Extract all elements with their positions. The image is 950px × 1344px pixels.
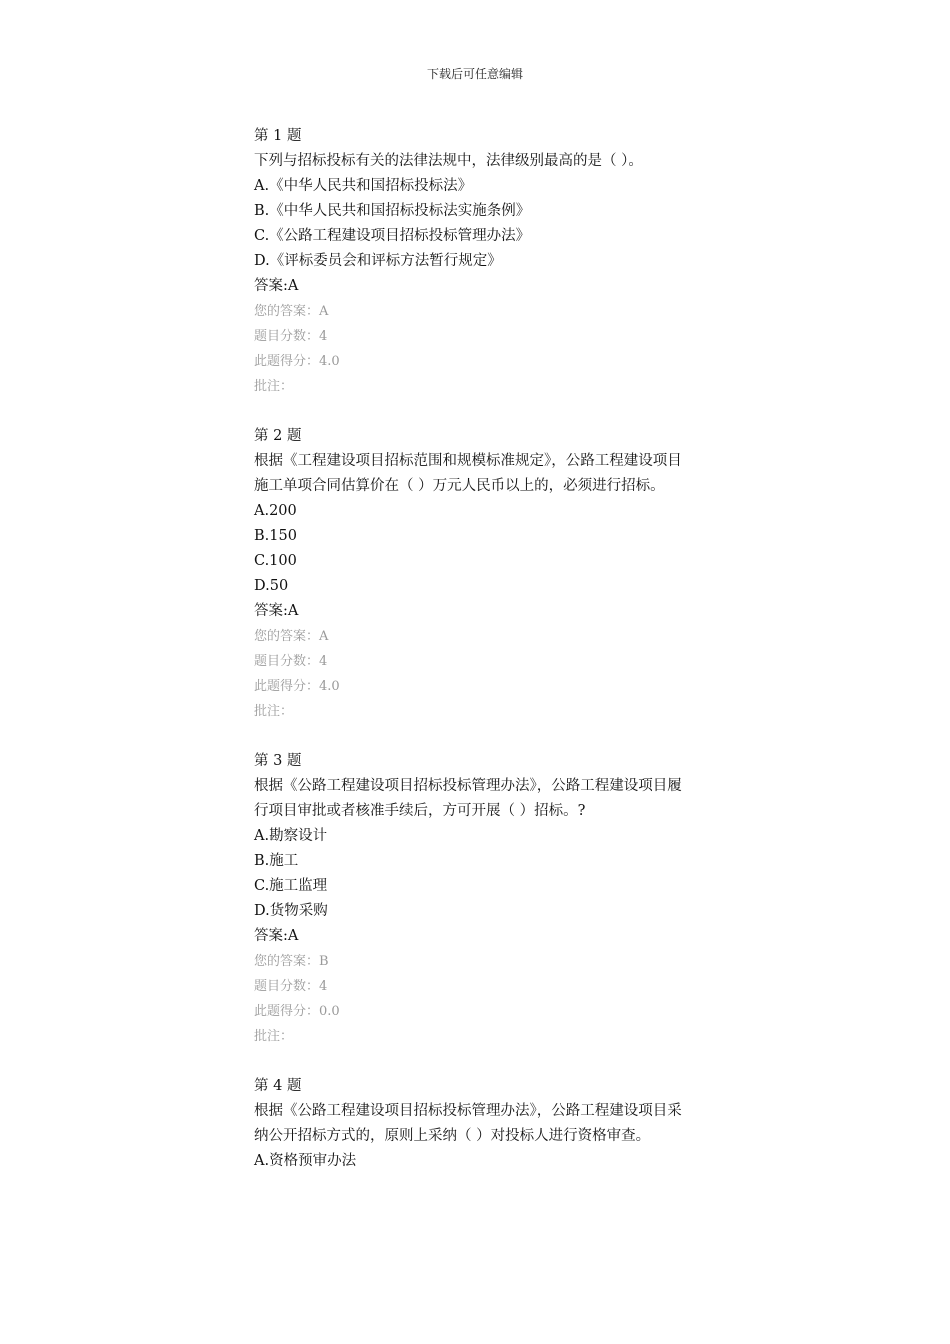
option-c: C.100	[254, 553, 297, 569]
your-answer: 您的答案：A	[254, 629, 329, 644]
option-c: C.施工监理	[254, 878, 328, 894]
question-2	[254, 424, 704, 724]
question-title: 第 3 题	[254, 753, 302, 769]
correct-answer: 答案:A	[254, 928, 299, 944]
question-points: 题目分数：4	[254, 654, 328, 669]
option-d: D.货物采购	[254, 903, 328, 919]
question-4	[254, 1074, 704, 1174]
question-3	[254, 749, 704, 1049]
your-answer: 您的答案：A	[254, 304, 329, 319]
question-comment: 批注：	[254, 1029, 294, 1044]
question-points: 题目分数：4	[254, 329, 328, 344]
option-d: D.《评标委员会和评标方法暂行规定》	[254, 253, 502, 269]
question-title: 第 2 题	[254, 428, 302, 444]
question-stem: 根据《公路工程建设项目招标投标管理办法》，公路工程建设项目履行项目审批或者核准手续后，方可开展（ ）招标。?	[254, 778, 682, 819]
question-stem: 下列与招标投标有关的法律法规中，法律级别最高的是（ ）。	[254, 153, 643, 169]
page-header: 下载后可任意编辑	[426, 67, 523, 81]
option-b: B.施工	[254, 853, 299, 869]
option-b: B.150	[254, 528, 297, 544]
your-answer: 您的答案：B	[254, 954, 329, 969]
question-score: 此题得分：4.0	[254, 354, 340, 369]
question-comment: 批注：	[254, 704, 294, 719]
correct-answer: 答案:A	[254, 603, 299, 619]
option-d: D.50	[254, 578, 289, 594]
option-c: C.《公路工程建设项目招标投标管理办法》	[254, 228, 531, 244]
question-stem: 根据《公路工程建设项目招标投标管理办法》，公路工程建设项目采纳公开招标方式的，原则上采纳（ ）对投标人进行资格审查。	[254, 1103, 682, 1144]
option-b: B.《中华人民共和国招标投标法实施条例》	[254, 203, 531, 219]
question-stem: 根据《工程建设项目招标范围和规模标准规定》，公路工程建设项目施工单项合同估算价在（ ）万元人民币以上的，必须进行招标。	[254, 453, 682, 494]
option-a: A.资格预审办法	[254, 1153, 357, 1169]
question-title: 第 4 题	[254, 1078, 302, 1094]
question-score: 此题得分：0.0	[254, 1004, 340, 1019]
question-1	[254, 124, 704, 399]
option-a: A.200	[254, 503, 297, 519]
question-score: 此题得分：4.0	[254, 679, 340, 694]
correct-answer: 答案:A	[254, 278, 299, 294]
question-points: 题目分数：4	[254, 979, 328, 994]
option-a: A.勘察设计	[254, 828, 328, 844]
question-title: 第 1 题	[254, 128, 302, 144]
document-body	[254, 124, 704, 1199]
option-a: A.《中华人民共和国招标投标法》	[254, 178, 473, 194]
question-comment: 批注：	[254, 379, 294, 394]
